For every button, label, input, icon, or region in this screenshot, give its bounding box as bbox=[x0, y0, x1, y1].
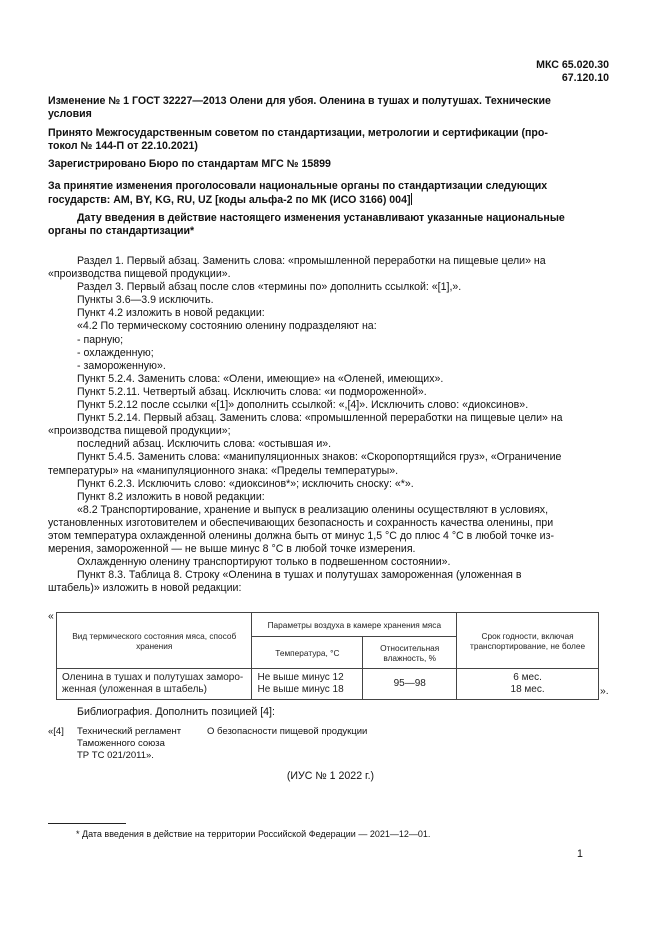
body-line: - охлажденную; bbox=[77, 346, 154, 359]
cell-type-line: Оленина в тушах и полутушах заморо- bbox=[62, 672, 244, 683]
storage-table bbox=[56, 612, 599, 700]
body-line: - парную; bbox=[77, 333, 124, 346]
cell-shelf-line: 6 мес. bbox=[513, 672, 542, 683]
text-cursor bbox=[411, 193, 412, 205]
cell-temp bbox=[252, 669, 363, 700]
voted-line: За принятие изменения проголосовали национальные органы по стандартизации следующих bbox=[48, 180, 548, 192]
voted-line bbox=[48, 193, 592, 207]
body-line: Охлажденную оленину транспортируют только в подвешенном состоянии». bbox=[77, 556, 451, 569]
body-line: Пункт 5.4.5. Заменить слова: «манипуляционных знаков: «Скоропортящийся груз», «Ограничение bbox=[77, 451, 562, 464]
body-line: Пункт 5.2.14. Первый абзац. Заменить слова: «промышленной переработки на пищевые цели» на bbox=[77, 412, 563, 425]
bibliography-ref: «[4] bbox=[48, 726, 64, 737]
header-type: Вид термического состояния мяса, способ хранения bbox=[57, 613, 252, 669]
body-line: - замороженную». bbox=[77, 359, 166, 372]
effective-line: органы по стандартизации* bbox=[48, 225, 195, 238]
bibliography-name bbox=[77, 726, 181, 762]
registered-statement: Зарегистрировано Бюро по стандартам МГС № 15899 bbox=[48, 158, 331, 170]
bibliography-intro: Библиография. Дополнить позицией [4]: bbox=[77, 706, 275, 718]
header-params: Параметры воздуха в камере хранения мяса bbox=[252, 613, 457, 637]
cell-shelf bbox=[457, 669, 599, 700]
body-line: Пункт 5.2.12 после ссылки «[1]» дополнить ссылкой: «,[4]». Исключить слово: «диоксинов». bbox=[77, 399, 529, 412]
bibliography-title: О безопасности пищевой продукции bbox=[207, 726, 368, 737]
code-1: МКС 65.020.30 bbox=[536, 59, 609, 71]
body-line: Пункт 8.2 изложить в новой редакции: bbox=[77, 490, 265, 503]
body-line: Пункт 5.2.11. Четвертый абзац. Исключить слова: «и подмороженной». bbox=[77, 385, 427, 398]
adopted-line: Принято Межгосударственным советом по стандартизации, метрологии и сертификации (про- bbox=[48, 127, 548, 139]
header-shelf: Срок годности, включая транспортирование, не более bbox=[457, 613, 599, 669]
body-line: Пункт 4.2 изложить в новой редакции: bbox=[77, 307, 265, 320]
body-line: штабель)» изложить в новой редакции: bbox=[48, 582, 242, 595]
footnote: * Дата введения в действие на территории Российской Федерации — 2021—12—01. bbox=[76, 829, 431, 839]
body-line: последний абзац. Исключить слова: «остывшая и». bbox=[77, 438, 332, 451]
cell-temp-line: Не выше минус 12 bbox=[257, 672, 344, 683]
header-temp: Температура, °С bbox=[252, 637, 363, 669]
document-title bbox=[48, 95, 592, 121]
body-line: Раздел 3. Первый абзац после слов «термины по» дополнить ссылкой: «[1],». bbox=[77, 281, 462, 294]
bibliography-name-line: Технический регламент bbox=[77, 726, 182, 737]
header-humidity: Относительная влажность, % bbox=[363, 637, 457, 669]
body-line: этом температура охлажденной оленины должна быть от минус 1,5 °С до плюс 4 °С в любой точке из- bbox=[48, 529, 554, 542]
body-line: Пункт 6.2.3. Исключить слово: «диоксинов*»; исключить сноску: «*». bbox=[77, 477, 414, 490]
classification-codes bbox=[536, 59, 609, 85]
body-line: мерения, замороженной — не выше минус 8 °С в любой точке измерения. bbox=[48, 543, 416, 556]
body-line: температуры» на «манипуляционного знака: «Пределы температуры». bbox=[48, 464, 399, 477]
code-2: 67.120.10 bbox=[561, 72, 609, 84]
voted-statement bbox=[48, 180, 592, 207]
adopted-statement bbox=[48, 127, 592, 153]
table-close-quote: ». bbox=[600, 686, 609, 697]
table-row bbox=[57, 669, 599, 700]
ius-reference: (ИУС № 1 2022 г.) bbox=[286, 770, 375, 782]
adopted-line: токол № 144-П от 22.10.2021) bbox=[48, 140, 198, 153]
page-number: 1 bbox=[577, 848, 583, 860]
title-line: условия bbox=[48, 108, 92, 121]
cell-type-line: женная (уложенная в штабель) bbox=[62, 684, 207, 695]
table-open-quote: « bbox=[48, 611, 54, 622]
body-line: «4.2 По термическому состоянию оленину подразделяют на: bbox=[77, 320, 377, 333]
body-line: Пункт 5.2.4. Заменить слова: «Олени, имеющие» на «Оленей, имеющих». bbox=[77, 372, 444, 385]
effective-line: Дату введения в действие настоящего изменения устанавливают указанные национальные bbox=[77, 212, 565, 224]
body-line: Пункт 8.3. Таблица 8. Строку «Оленина в тушах и полутушах замороженная (уложенная в bbox=[77, 569, 522, 582]
body-line: «8.2 Транспортирование, хранение и выпуск в реализацию оленины осуществляют в условиях, bbox=[77, 503, 549, 516]
body-line: «производства пищевой продукции». bbox=[48, 268, 231, 281]
footnote-divider bbox=[48, 823, 126, 824]
effective-date-statement bbox=[48, 212, 597, 238]
title-line: Изменение № 1 ГОСТ 32227—2013 Олени для убоя. Оленина в тушах и полутушах. Технические bbox=[48, 95, 551, 107]
body-line: Пункты 3.6—3.9 исключить. bbox=[77, 294, 214, 307]
bibliography-name-line: ТР ТС 021/2011». bbox=[77, 750, 154, 761]
cell-type bbox=[57, 669, 252, 700]
cell-shelf-line: 18 мес. bbox=[510, 684, 545, 695]
body-line: Раздел 1. Первый абзац. Заменить слова: «промышленной переработки на пищевые цели» на bbox=[77, 255, 546, 267]
cell-temp-line: Не выше минус 18 bbox=[257, 684, 344, 695]
cell-humidity: 95—98 bbox=[363, 669, 457, 700]
body-line: установленных изготовителем и обеспечивающих безопасность и сохранность качества оленины, при bbox=[48, 516, 554, 529]
body-line: «производства пищевой продукции»; bbox=[48, 425, 231, 438]
voted-line-text: государств: AM, BY, KG, RU, UZ [коды альфа-2 по МК (ИСО 3166) 004] bbox=[48, 194, 411, 207]
bibliography-name-line: Таможенного союза bbox=[77, 738, 165, 749]
amendment-body bbox=[48, 255, 598, 595]
table-header-row bbox=[57, 613, 599, 637]
